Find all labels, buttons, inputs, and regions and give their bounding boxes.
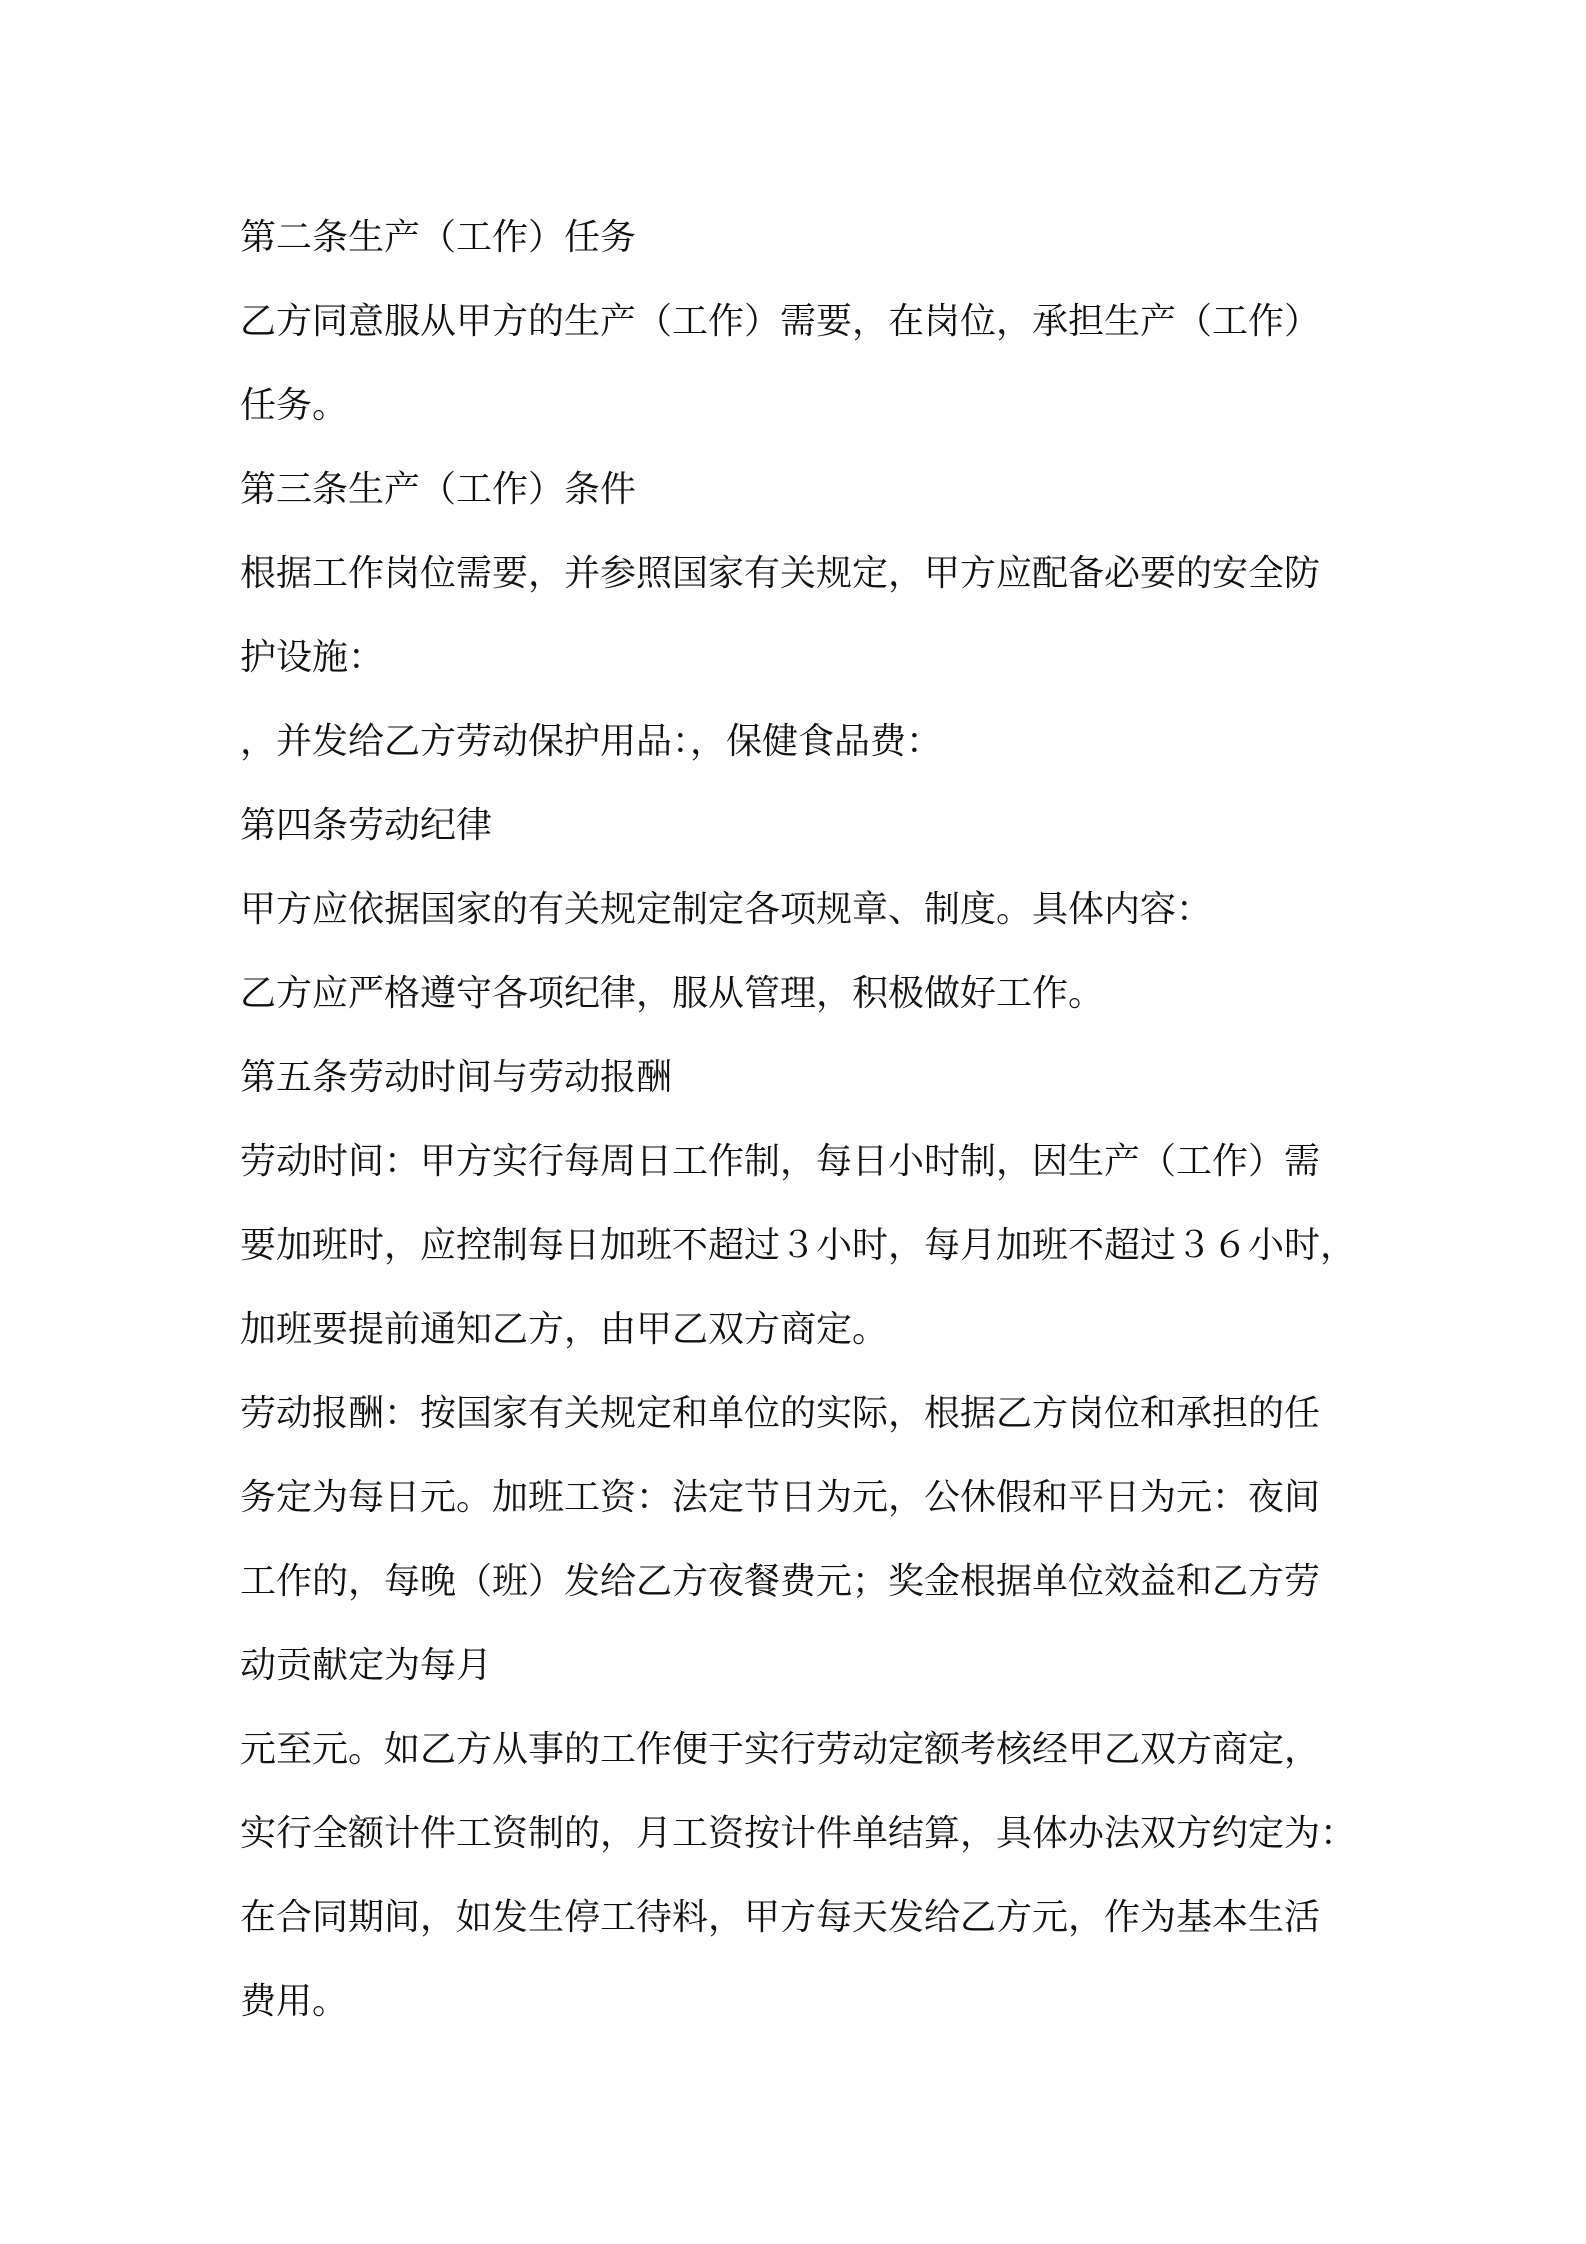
paragraph-line: 护设施： [240, 637, 385, 678]
paragraph-line: ，并发给乙方劳动保护用品：，保健食品费： [240, 721, 943, 762]
paragraph-line: 乙方同意服从甲方的生产（工作）需要，在岗位，承担生产（工作） [240, 301, 1321, 342]
paragraph-line: 费用。 [240, 1981, 349, 2022]
article-2-heading: 第二条生产（工作）任务 [240, 217, 637, 258]
paragraph-line: 在合同期间，如发生停工待料，甲方每天发给乙方元，作为基本生活 [240, 1897, 1321, 1938]
article-5-heading: 第五条劳动时间与劳动报酬 [240, 1057, 673, 1098]
article-4-heading: 第四条劳动纪律 [240, 805, 493, 846]
paragraph-line: 加班要提前通知乙方，由甲乙双方商定。 [240, 1309, 889, 1350]
paragraph-line: 乙方应严格遵守各项纪律，服从管理，积极做好工作。 [240, 973, 1105, 1014]
document-body [240, 196, 1360, 2044]
article-3-heading: 第三条生产（工作）条件 [240, 469, 637, 510]
paragraph-line: 要加班时，应控制每日加班不超过３小时，每月加班不超过３６小时， [240, 1225, 1357, 1266]
paragraph-line: 元至元。如乙方从事的工作便于实行劳动定额考核经甲乙双方商定， [240, 1729, 1321, 1770]
paragraph-line: 劳动报酬：按国家有关规定和单位的实际，根据乙方岗位和承担的任 [240, 1393, 1321, 1434]
paragraph-line: 甲方应依据国家的有关规定制定各项规章、制度。具体内容： [240, 889, 1213, 930]
paragraph-line: 劳动时间：甲方实行每周日工作制，每日小时制，因生产（工作）需 [240, 1141, 1321, 1182]
paragraph-line: 动贡献定为每月 [240, 1645, 493, 1686]
paragraph-line: 任务。 [240, 385, 349, 426]
paragraph-line: 工作的，每晚（班）发给乙方夜餐费元；奖金根据单位效益和乙方劳 [240, 1561, 1321, 1602]
paragraph-line: 实行全额计件工资制的，月工资按计件单结算，具体办法双方约定为： [240, 1813, 1357, 1854]
paragraph-line: 根据工作岗位需要，并参照国家有关规定，甲方应配备必要的安全防 [240, 553, 1321, 594]
paragraph-line: 务定为每日元。加班工资：法定节日为元，公休假和平日为元：夜间 [240, 1477, 1321, 1518]
